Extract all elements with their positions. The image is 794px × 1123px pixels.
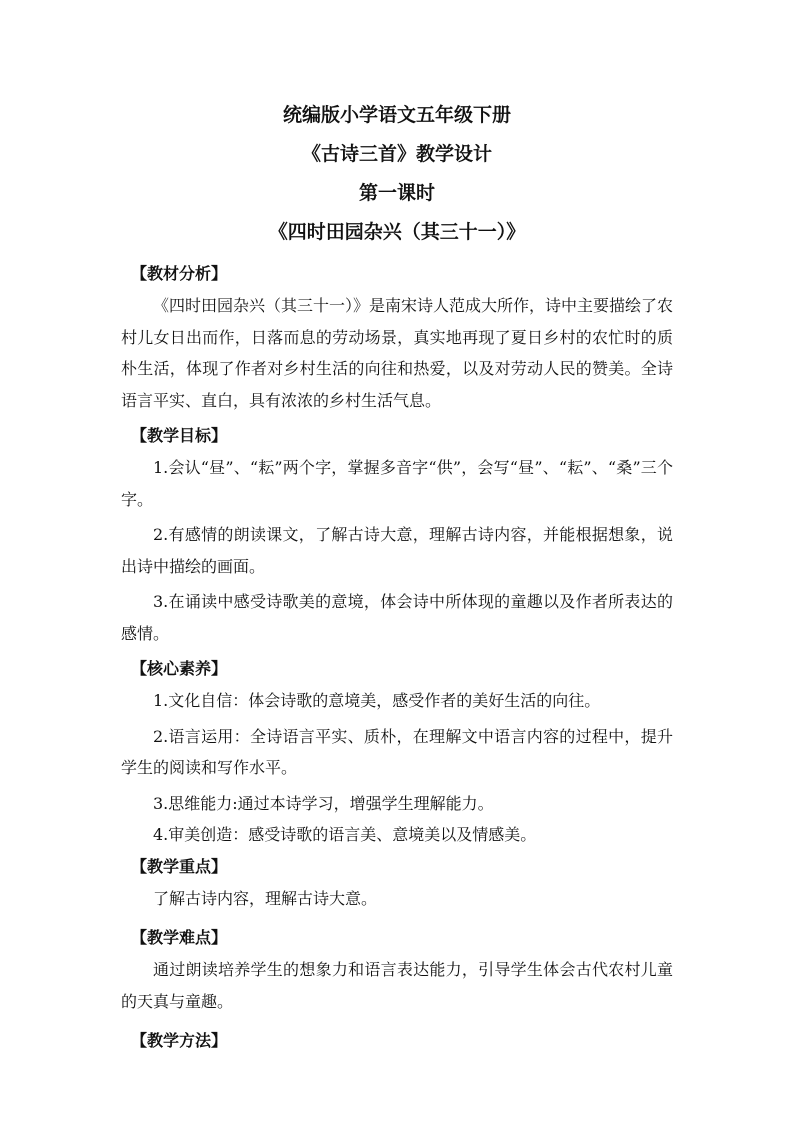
heading-difficulties: 【教学难点】: [131, 928, 228, 947]
literacy-item-4: 4.审美创造：感受诗歌的语言美、意境美以及情感美。: [153, 825, 537, 844]
literacy-item-2: 2.语言运用：全诗语言平实、质朴，在理解文中语言内容的过程中，提升学生的阅读和写作水平。: [121, 726, 673, 777]
difficulties-paragraph: 通过朗读培养学生的想象力和语言表达能力，引导学生体会古代农村儿童的天真与童趣。: [121, 960, 673, 1011]
document-title-lesson: 第一课时: [358, 182, 435, 204]
heading-literacy: 【核心素养】: [131, 659, 228, 678]
key-points-paragraph: 了解古诗内容，理解古诗大意。: [153, 888, 378, 908]
document-body: [121, 258, 673, 1057]
goal-item-1: 1.会认“昼”、“耘”两个字，掌握多音字“供”，会写“昼”、“耘”、“桑”三个字。: [121, 458, 673, 509]
literacy-item-3: 3.思维能力:通过本诗学习，增强学生理解能力。: [153, 793, 494, 813]
document-title-poem: 《四时田园杂兴（其三十一）》: [268, 221, 526, 243]
heading-goals: 【教学目标】: [131, 426, 228, 445]
heading-analysis: 【教材分析】: [131, 264, 228, 283]
heading-methods: 【教学方法】: [131, 1031, 228, 1050]
goal-item-2: 2.有感情的朗读课文，了解古诗大意，理解古诗内容，并能根据想象，说出诗中描绘的画面。: [121, 525, 673, 576]
literacy-item-1: 1.文化自信：体会诗歌的意境美，感受作者的美好生活的向往。: [153, 691, 601, 710]
goal-item-3: 3.在诵读中感受诗歌美的意境，体会诗中所体现的童趣以及作者所表达的感情。: [121, 592, 673, 643]
analysis-paragraph: 《四时田园杂兴（其三十一）》是南宋诗人范成大所作，诗中主要描绘了农村儿女日出而作，日落而息的劳动场景，真实地再现了夏日乡村的农忙时的质朴生活，体现了作者对乡村生活的向往和热爱，以及对劳动人民的赞美。全诗语言平实、直白，具有浓浓的乡村生活气息。: [121, 296, 674, 410]
document-title-design: 《古诗三首》教学设计: [301, 143, 492, 165]
title-block: [0, 96, 794, 252]
heading-key-points: 【教学重点】: [131, 856, 228, 876]
document-title-textbook: 统编版小学语文五年级下册: [282, 104, 511, 126]
